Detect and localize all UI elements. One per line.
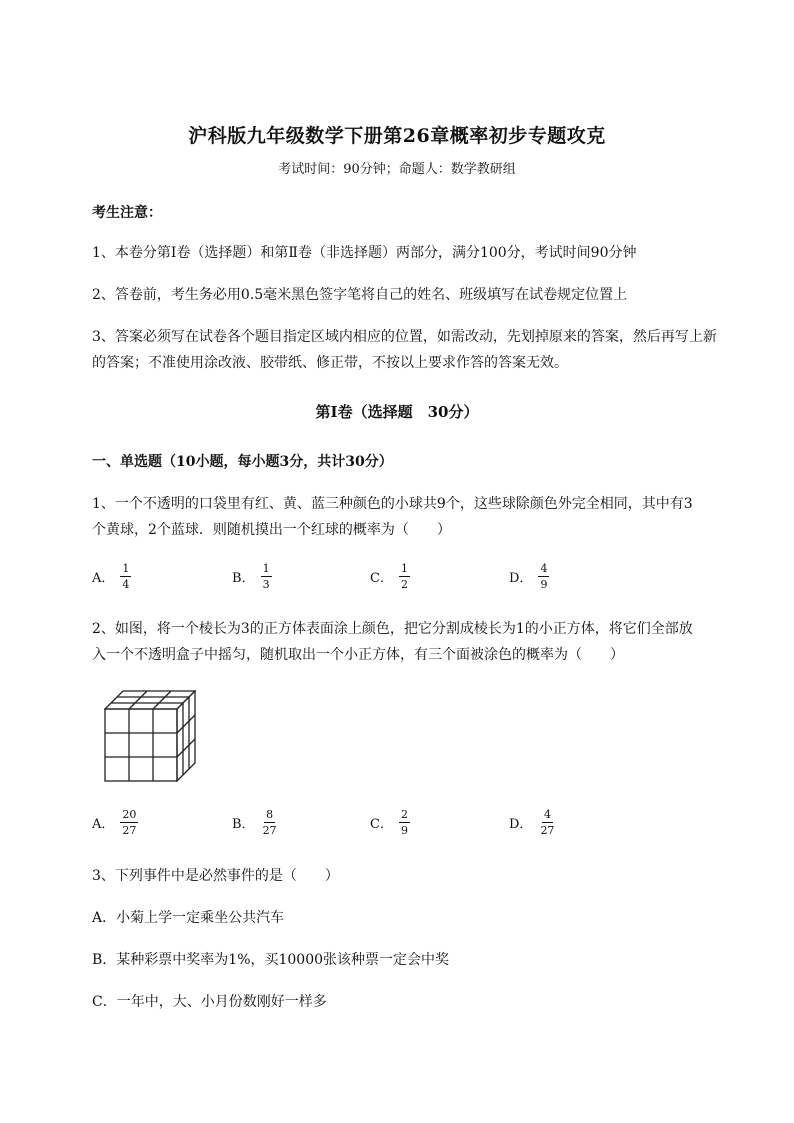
fraction: $\frac{8}{27}$ <box>262 808 277 837</box>
q2-option-b[interactable] <box>232 808 279 837</box>
question-2-line-1: 2、如图，将一个棱长为3的正方体表面涂上颜色，把它分割成棱长为1的小正方体，将它们全部放 <box>92 621 693 637</box>
q1-option-a[interactable] <box>92 562 131 591</box>
q2-option-c[interactable] <box>370 808 410 837</box>
q2-option-d[interactable] <box>509 808 556 837</box>
q1-option-b[interactable] <box>232 562 272 591</box>
part-heading: 一、单选题（10小题，每小题3分，共计30分） <box>92 454 393 470</box>
notice-item-3: 3、答案必须写在试卷各个题目指定区域内相应的位置，如需改动，先划掉原来的答案，然后再写上新 <box>92 329 717 345</box>
option-label: B． <box>232 817 255 832</box>
option-label: C． <box>370 571 393 586</box>
cube-right-face <box>177 691 195 781</box>
exam-title: 沪科版九年级数学下册第26章概率初步专题攻克 <box>188 125 606 147</box>
q1-option-c[interactable] <box>370 562 410 591</box>
fraction: $\frac{20}{27}$ <box>122 808 137 837</box>
notice-item-2: 2、答卷前，考生务必用0.5毫米黑色签字笔将自己的姓名、班级填写在试卷规定位置上 <box>92 287 628 303</box>
question-1-line-2: 个黄球，2个蓝球．则随机摸出一个红球的概率为（ ） <box>92 522 451 538</box>
notice-item-1: 1、本卷分第I卷（选择题）和第Ⅱ卷（非选择题）两部分，满分100分，考试时间90分钟 <box>92 245 637 261</box>
question-1-line-1: 1、一个不透明的口袋里有红、黄、蓝三种颜色的小球共9个，这些球除颜色外完全相同，其中有3 <box>92 496 693 512</box>
notice-heading: 考生注意： <box>92 205 162 221</box>
fraction: $\frac{1}{3}$ <box>262 562 270 591</box>
fraction: $\frac{4}{27}$ <box>540 808 555 837</box>
q3-option-c[interactable]: C．一年中，大、小月份数刚好一样多 <box>92 994 327 1010</box>
cube-front-face <box>105 709 177 781</box>
fraction: $\frac{1}{2}$ <box>400 562 408 591</box>
q3-option-b[interactable]: B．某种彩票中奖率为1%，买10000张该种票一定会中奖 <box>92 952 450 968</box>
option-label: C． <box>370 817 393 832</box>
option-label: D． <box>509 571 533 586</box>
q2-option-a[interactable] <box>92 808 138 837</box>
option-label: A． <box>92 571 115 586</box>
exam-subtitle: 考试时间：90分钟；命题人：数学教研组 <box>278 162 516 177</box>
notice-item-3-cont: 的答案；不准使用涂改液、胶带纸、修正带，不按以上要求作答的答案无效。 <box>92 355 568 371</box>
fraction: $\frac{4}{9}$ <box>540 562 548 591</box>
fraction: $\frac{2}{9}$ <box>400 808 408 837</box>
cube-top-face <box>105 691 195 709</box>
option-label: B． <box>232 571 255 586</box>
section-title: 第I卷（选择题 30分） <box>315 403 479 421</box>
question-2-line-2: 入一个不透明盒子中摇匀，随机取出一个小正方体，有三个面被涂色的概率为（ ） <box>92 647 624 663</box>
q1-option-d[interactable] <box>509 562 549 591</box>
option-label: D． <box>509 817 533 832</box>
option-label: A． <box>92 817 115 832</box>
fraction: $\frac{1}{4}$ <box>122 562 130 591</box>
cube-figure <box>104 690 196 782</box>
q3-option-a[interactable]: A．小菊上学一定乘坐公共汽车 <box>92 910 285 926</box>
question-3-stem: 3、下列事件中是必然事件的是（ ） <box>92 868 339 884</box>
